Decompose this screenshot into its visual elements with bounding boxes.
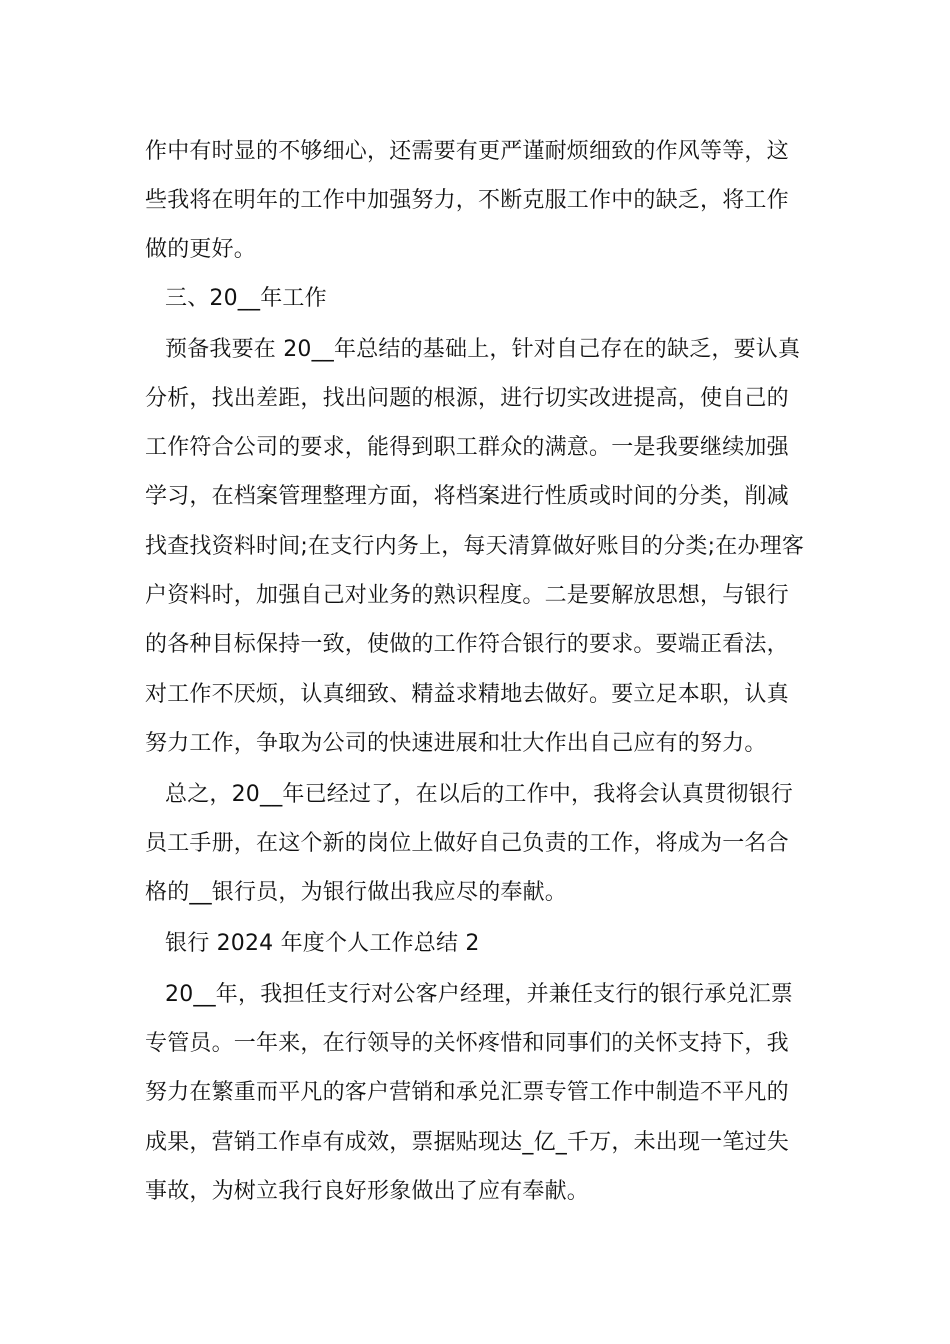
paragraph-line: 分析，找出差距，找出问题的根源，进行切实改进提高，使自己的 xyxy=(145,386,789,411)
paragraph-line: 专管员。一年来，在行领导的关怀疼惜和同事们的关怀支持下，我 xyxy=(145,1031,789,1056)
paragraph-line: 20__年，我担任支行对公客户经理，并兼任支行的银行承兑汇票 xyxy=(165,982,793,1007)
paragraph-line: 的各种目标保持一致，使做的工作符合银行的要求。要端正看法， xyxy=(145,632,789,657)
paragraph-line: 事故，为树立我行良好形象做出了应有奉献。 xyxy=(145,1179,590,1204)
paragraph-line: 学习，在档案管理整理方面，将档案进行性质或时间的分类，削减 xyxy=(145,484,789,509)
paragraph-line: 工作符合公司的要求，能得到职工群众的满意。一是我要继续加强 xyxy=(145,435,789,460)
paragraph-line: 预备我要在 20__年总结的基础上，针对自己存在的缺乏，要认真 xyxy=(165,337,801,362)
paragraph-line: 作中有时显的不够细心，还需要有更严谨耐烦细致的作风等等，这 xyxy=(145,139,789,164)
paragraph-line: 户资料时，加强自己对业务的熟识程度。二是要解放思想，与银行 xyxy=(145,583,789,608)
paragraph-line: 对工作不厌烦，认真细致、精益求精地去做好。要立足本职，认真 xyxy=(145,682,789,707)
paragraph-line: 努力工作，争取为公司的快速进展和壮大作出自己应有的努力。 xyxy=(145,731,767,756)
section-heading: 三、20__年工作 xyxy=(165,286,327,311)
paragraph-line: 些我将在明年的工作中加强努力，不断克服工作中的缺乏，将工作 xyxy=(145,188,789,213)
section-heading: 银行 2024 年度个人工作总结 2 xyxy=(165,931,480,956)
paragraph-line: 找查找资料时间;在支行内务上，每天清算做好账目的分类;在办理客 xyxy=(145,534,805,559)
paragraph-line: 做的更好。 xyxy=(145,237,257,262)
paragraph-line: 成果，营销工作卓有成效，票据贴现达_亿_千万，未出现一笔过失 xyxy=(145,1130,790,1155)
paragraph-line: 总之，20__年已经过了，在以后的工作中，我将会认真贯彻银行 xyxy=(165,782,793,807)
paragraph-line: 格的__银行员，为银行做出我应尽的奉献。 xyxy=(145,880,568,905)
paragraph-line: 员工手册，在这个新的岗位上做好自己负责的工作，将成为一名合 xyxy=(145,831,789,856)
paragraph-line: 努力在繁重而平凡的客户营销和承兑汇票专管工作中制造不平凡的 xyxy=(145,1080,789,1105)
